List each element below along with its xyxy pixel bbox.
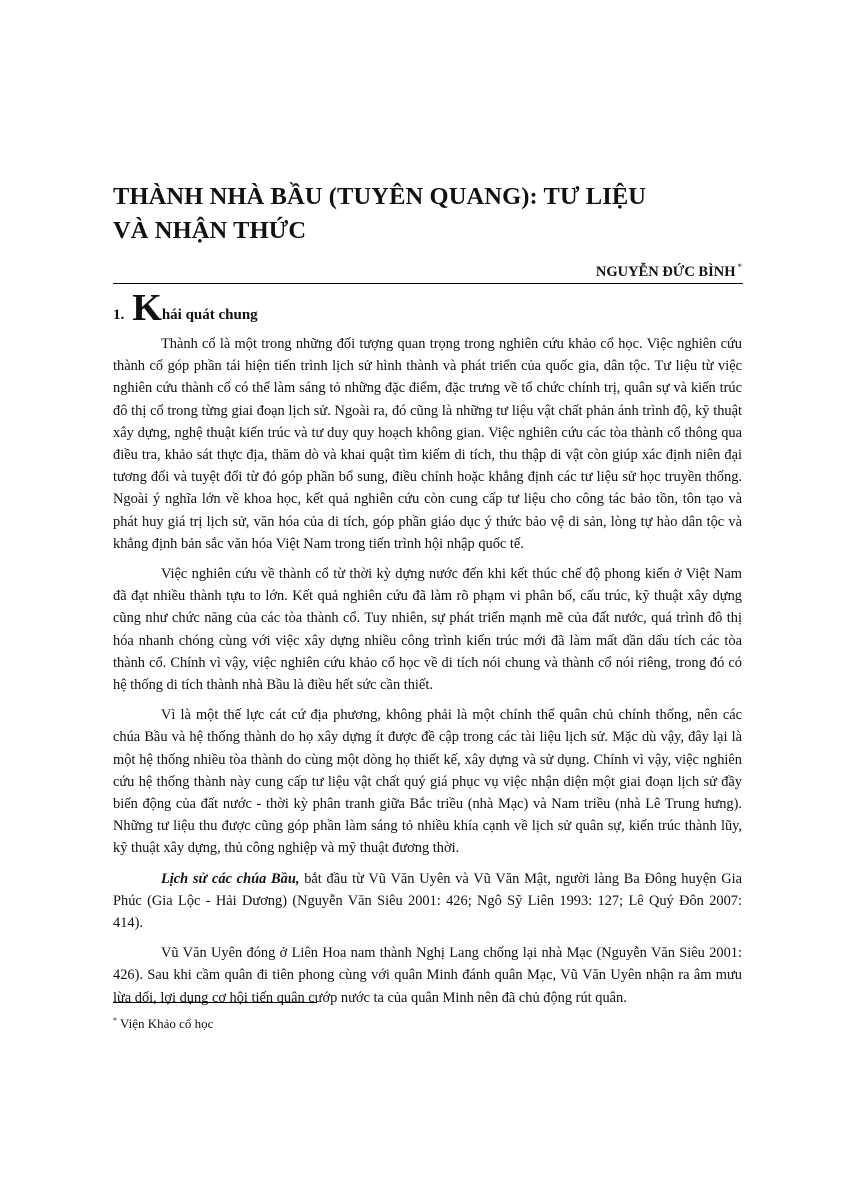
paragraph-3: Vì là một thế lực cát cứ địa phương, không phải là một chính thể quân chủ chính thống, nên các chúa Bầu và hệ thống thành do họ xây dựng ít được đề cập trong các tài liệu lịch sử. Mặc dù vậy, đây lại là một hệ thống nhiều tòa thành do cùng một dòng họ thiết kế, xây dựng và sử dụng. Chính vì vậy, việc nghiên cứu hệ thống thành này cung cấp tư liệu vật chất quý giá phục vụ việc nhận diện một giai đoạn lịch sử đầy biến động của đất nước - thời kỳ phân tranh giữa Bắc triều (nhà Mạc) và Nam triều (nhà Lê Trung hưng). Những tư liệu thu được cũng góp phần làm sáng tỏ nhiều khía cạnh về lịch sử quân sự, kiến trúc thành lũy, kỹ thuật xây dựng, thủ công nghiệp và mỹ thuật đương thời. <box>113 707 742 857</box>
section-title-rest: hái quát chung <box>161 307 258 323</box>
footnote-text: Viện Khảo cổ học <box>120 1016 214 1031</box>
author-footnote-mark[interactable]: * <box>737 262 742 272</box>
section-heading <box>113 287 258 329</box>
title-divider <box>113 283 743 284</box>
author-byline <box>596 262 742 281</box>
footnote-mark: * <box>113 1016 117 1025</box>
paragraph-4-text: bắt đầu từ Vũ Văn Uyên và Vũ Văn Mật, người làng Ba Đông huyện Gia Phúc (Gia Lộc - Hải Dương) (Nguyễn Văn Siêu 2001: 426; Ngô Sỹ Liên 1993: 127; Lê Quý Đôn 2007: 414). <box>113 870 742 932</box>
article-title <box>113 180 753 248</box>
author-name: NGUYỄN ĐỨC BÌNH <box>595 264 736 280</box>
footnote <box>113 1016 213 1032</box>
paragraph-4 <box>113 868 742 935</box>
title-line-2: VÀ NHẬN THỨC <box>113 217 307 244</box>
title-line-1: THÀNH NHÀ BẦU (TUYÊN QUANG): TƯ LIỆU <box>113 183 647 210</box>
section-number: 1. <box>113 307 125 323</box>
footnote-divider <box>113 1002 317 1003</box>
paragraph-4-lead: Lịch sử các chúa Bầu, <box>161 870 300 887</box>
paragraph-2: Việc nghiên cứu về thành cổ từ thời kỳ dựng nước đến khi kết thúc chế độ phong kiến ở Việt Nam đã đạt nhiều thành tựu to lớn. Kết quả nghiên cứu đã làm rõ phạm vi phân bố, cấu trúc, kỹ thuật xây dựng cũng như chức năng của các tòa thành cổ. Tuy nhiên, sự phát triển mạnh mẽ của đất nước, quá trình đô thị hóa nhanh chóng cùng với việc xây dựng nhiều công trình kiến trúc mới đã làm mất dần dấu tích các tòa thành cổ. Chính vì vậy, việc nghiên cứu khảo cổ học về di tích nói chung và thành cổ nói riêng, trong đó có hệ thống di tích thành nhà Bầu là điều hết sức cần thiết. <box>113 566 742 694</box>
paragraph-5: Vũ Văn Uyên đóng ở Liên Hoa nam thành Nghị Lang chống lại nhà Mạc (Nguyễn Văn Siêu 2001: 426). Sau khi cầm quân đi tiên phong cùng với quân Minh đánh quân Mạc, Vũ Văn Uyên nhận ra âm mưu lừa dối, lợi dụng cơ hội tiến quân cướp nước ta của quân Minh nên đã chủ động rút quân. <box>113 945 742 1006</box>
article-body <box>113 333 742 1017</box>
section-dropcap: K <box>132 287 162 329</box>
paragraph-1: Thành cổ là một trong những đối tượng quan trọng trong nghiên cứu khảo cổ học. Việc nghiên cứu thành cổ góp phần tái hiện tiến trình lịch sử hình thành và phát triển của quốc gia, dân tộc. Tư liệu từ việc nghiên cứu thành cổ có thể làm sáng tỏ những đặc điểm, đặc trưng về tổ chức chính trị, quân sự và kiến trúc đô thị cổ trong từng giai đoạn lịch sử. Ngoài ra, đó cũng là những tư liệu vật chất phản ánh trình độ, kỹ thuật xây dựng, nghệ thuật kiến trúc và tư duy quy hoạch không gian. Việc nghiên cứu các tòa thành cổ thông qua điều tra, khảo sát thực địa, thăm dò và khai quật tìm kiếm di tích, thu thập di vật còn giúp xác định niên đại tương đối và tuyệt đối từ đó góp phần bổ sung, điều chỉnh hoặc khẳng định các tư liệu sử học truyền thống. Ngoài ý nghĩa lớn về khoa học, kết quả nghiên cứu còn cung cấp tư liệu cho công tác bảo tồn, tôn tạo và phát huy giá trị lịch sử, văn hóa của di tích, góp phần giáo dục ý thức bảo vệ di sản, lòng tự hào dân tộc và khẳng định bản sắc văn hóa Việt Nam trong tiến trình hội nhập quốc tế. <box>113 336 742 552</box>
